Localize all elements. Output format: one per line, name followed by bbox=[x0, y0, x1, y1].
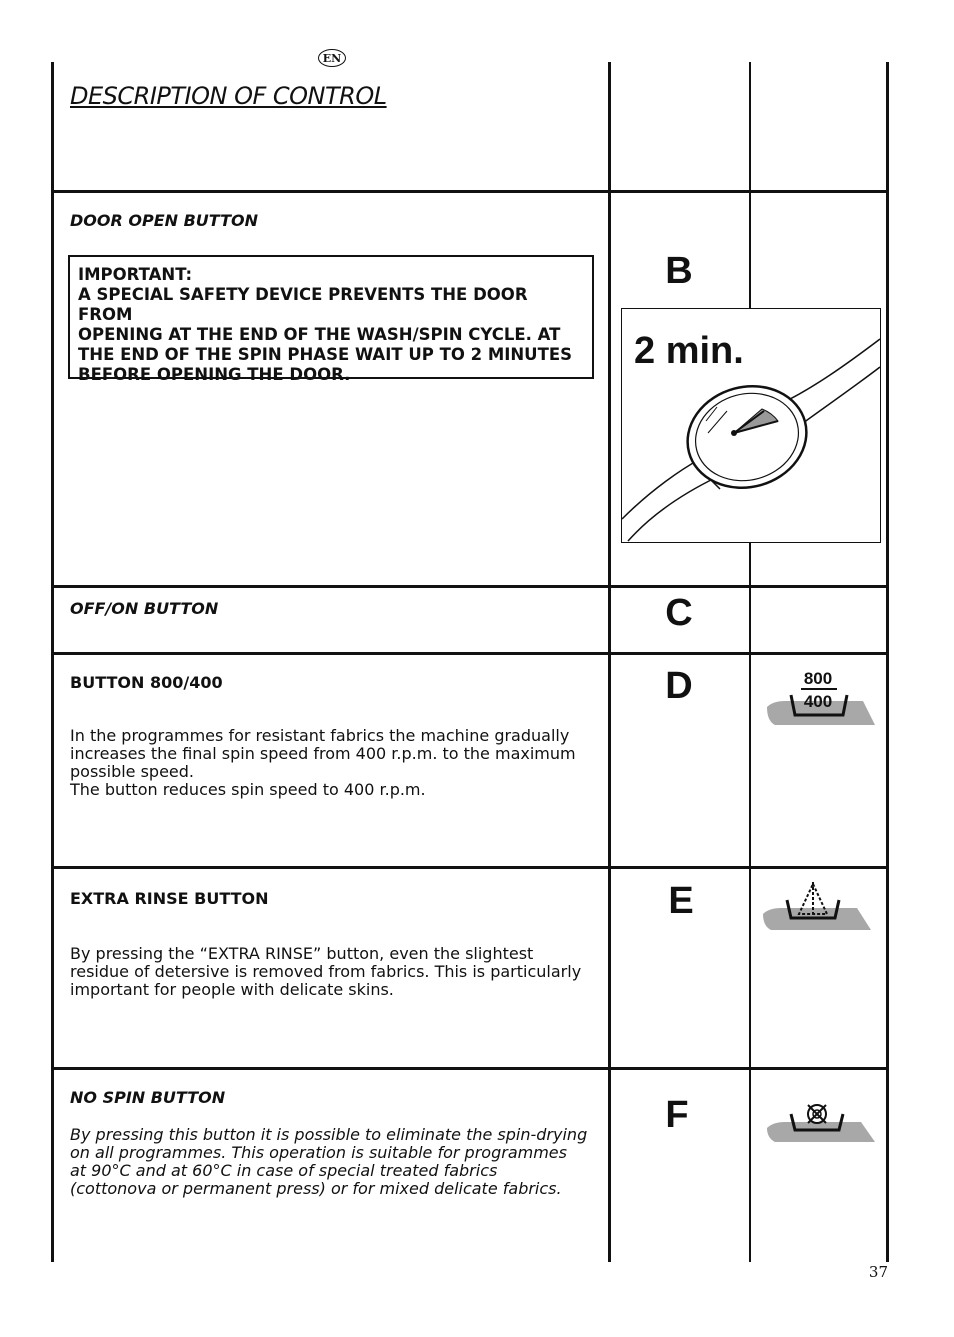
two-minutes-label: 2 min. bbox=[634, 330, 744, 372]
spin-speed-symbol bbox=[765, 665, 877, 729]
button-letter-b: B bbox=[665, 250, 693, 292]
column-divider-1 bbox=[608, 62, 611, 1262]
extra-rinse-symbol bbox=[761, 880, 873, 932]
button-letter-c: C bbox=[665, 592, 693, 634]
spin-speed-low: 400 bbox=[803, 692, 833, 711]
notice-line: BEFORE OPENING THE DOOR. bbox=[78, 365, 351, 384]
button-letter-d: D bbox=[665, 665, 693, 707]
text-line: possible speed. bbox=[70, 762, 195, 781]
no-spin-icon bbox=[765, 1096, 877, 1144]
spin-button-heading: BUTTON 800/400 bbox=[70, 673, 223, 692]
extra-rinse-description bbox=[70, 945, 600, 999]
left-border bbox=[51, 62, 54, 1262]
no-spin-symbol bbox=[765, 1096, 877, 1144]
text-line: In the programmes for resistant fabrics the machine gradually bbox=[70, 726, 570, 745]
row-divider bbox=[51, 652, 889, 655]
language-badge: EN bbox=[318, 49, 346, 67]
text-line: increases the final spin speed from 400 r.p.m. to the maximum bbox=[70, 744, 576, 763]
page-title: DESCRIPTION OF CONTROL bbox=[70, 82, 387, 110]
notice-line: A SPECIAL SAFETY DEVICE PREVENTS THE DOOR FROM bbox=[78, 285, 528, 324]
text-line: important for people with delicate skins. bbox=[70, 980, 394, 999]
text-line: residue of detersive is removed from fabrics. This is particularly bbox=[70, 962, 582, 981]
no-spin-description bbox=[70, 1126, 600, 1198]
row-divider bbox=[51, 585, 889, 588]
row-divider bbox=[51, 866, 889, 869]
notice-line: IMPORTANT: bbox=[78, 265, 193, 284]
notice-line: THE END OF THE SPIN PHASE WAIT UP TO 2 MINUTES bbox=[78, 345, 572, 364]
row-divider bbox=[51, 190, 889, 193]
off-on-heading: OFF/ON BUTTON bbox=[70, 599, 219, 618]
text-line: By pressing the “EXTRA RINSE” button, even the slightest bbox=[70, 944, 534, 963]
spin-description bbox=[70, 727, 600, 799]
text-line: By pressing this button it is possible to eliminate the spin-drying bbox=[70, 1125, 588, 1144]
page-number: 37 bbox=[868, 1263, 888, 1281]
text-line: The button reduces spin speed to 400 r.p.m. bbox=[70, 780, 426, 799]
button-letter-f: F bbox=[665, 1094, 689, 1136]
no-spin-heading: NO SPIN BUTTON bbox=[70, 1088, 226, 1107]
text-line: at 90°C and at 60°C in case of special treated fabrics bbox=[70, 1161, 498, 1180]
right-border bbox=[886, 62, 889, 1262]
spin-speed-high: 800 bbox=[803, 669, 833, 688]
row-divider bbox=[51, 1067, 889, 1070]
notice-line: OPENING AT THE END OF THE WASH/SPIN CYCLE. AT bbox=[78, 325, 561, 344]
text-line: on all programmes. This operation is suitable for programmes bbox=[70, 1143, 567, 1162]
extra-rinse-icon bbox=[761, 880, 873, 932]
extra-rinse-heading: EXTRA RINSE BUTTON bbox=[70, 889, 269, 908]
column-divider-2 bbox=[749, 62, 751, 1262]
button-letter-e: E bbox=[668, 880, 694, 922]
text-line: (cottonova or permanent press) or for mixed delicate fabrics. bbox=[70, 1179, 562, 1198]
important-notice bbox=[68, 255, 594, 384]
door-open-heading: DOOR OPEN BUTTON bbox=[70, 211, 258, 230]
